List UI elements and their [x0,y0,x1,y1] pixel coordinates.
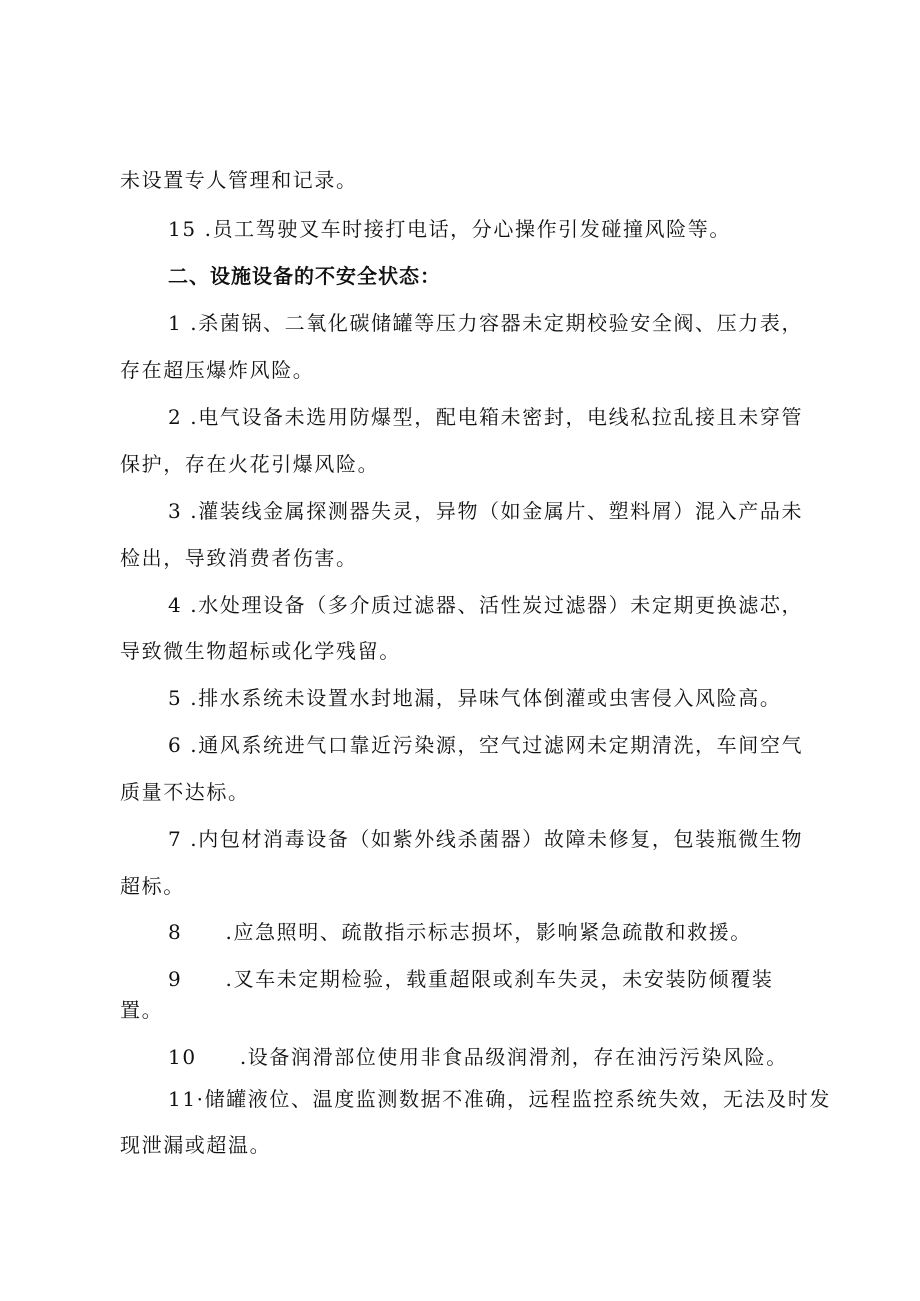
text-line: 11·储罐液位、温度监测数据不准确，远程监控系统失效，无法及时发 [168,1087,832,1111]
text-line: 导致微生物超标或化学残留。 [120,639,401,663]
text-line: 7 .内包材消毒设备（如紫外线杀菌器）故障未修复，包装瓶微生物 [168,827,804,851]
text-line: 保护，存在火花引爆风险。 [120,452,380,476]
text-line: 超标。 [120,874,185,898]
text-line: 10 .设备润滑部位使用非食品级润滑剂，存在油污污染风险。 [168,1045,788,1069]
section-heading: 二、设施设备的不安全状态： [168,264,441,288]
text-line: 15 .员工驾驶叉车时接打电话，分心操作引发碰撞风险等。 [168,217,731,241]
text-line: 置。 [120,998,164,1022]
text-line: 现泄漏或超温。 [120,1133,272,1157]
text-line: 存在超压爆炸风险。 [120,358,315,382]
text-line: 6 .通风系统进气口靠近污染源，空气过滤网未定期清洗，车间空气 [168,733,804,757]
text-line: 未设置专人管理和记录。 [120,168,358,192]
text-line: 3 .灌装线金属探测器失灵，异物（如金属片、塑料屑）混入产品未 [168,499,804,523]
text-line: 质量不达标。 [120,780,250,804]
text-line: 4 .水处理设备（多介质过滤器、活性炭过滤器）未定期更换滤芯， [168,593,804,617]
text-line: 5 .排水系统未设置水封地漏，异味气体倒灌或虫害侵入风险高。 [168,686,782,710]
text-line: 检出，导致消费者伤害。 [120,546,358,570]
text-line: 8 .应急照明、疏散指示标志损坏，影响紧急疏散和救援。 [168,920,752,944]
text-line: 1 .杀菌锅、二氧化碳储罐等压力容器未定期校验安全阀、压力表， [168,311,804,335]
text-line: 9 .叉车未定期检验，载重超限或刹车失灵，未安装防倾覆装 [168,967,774,991]
text-line: 2 .电气设备未选用防爆型，配电箱未密封，电线私拉乱接且未穿管 [168,405,804,429]
